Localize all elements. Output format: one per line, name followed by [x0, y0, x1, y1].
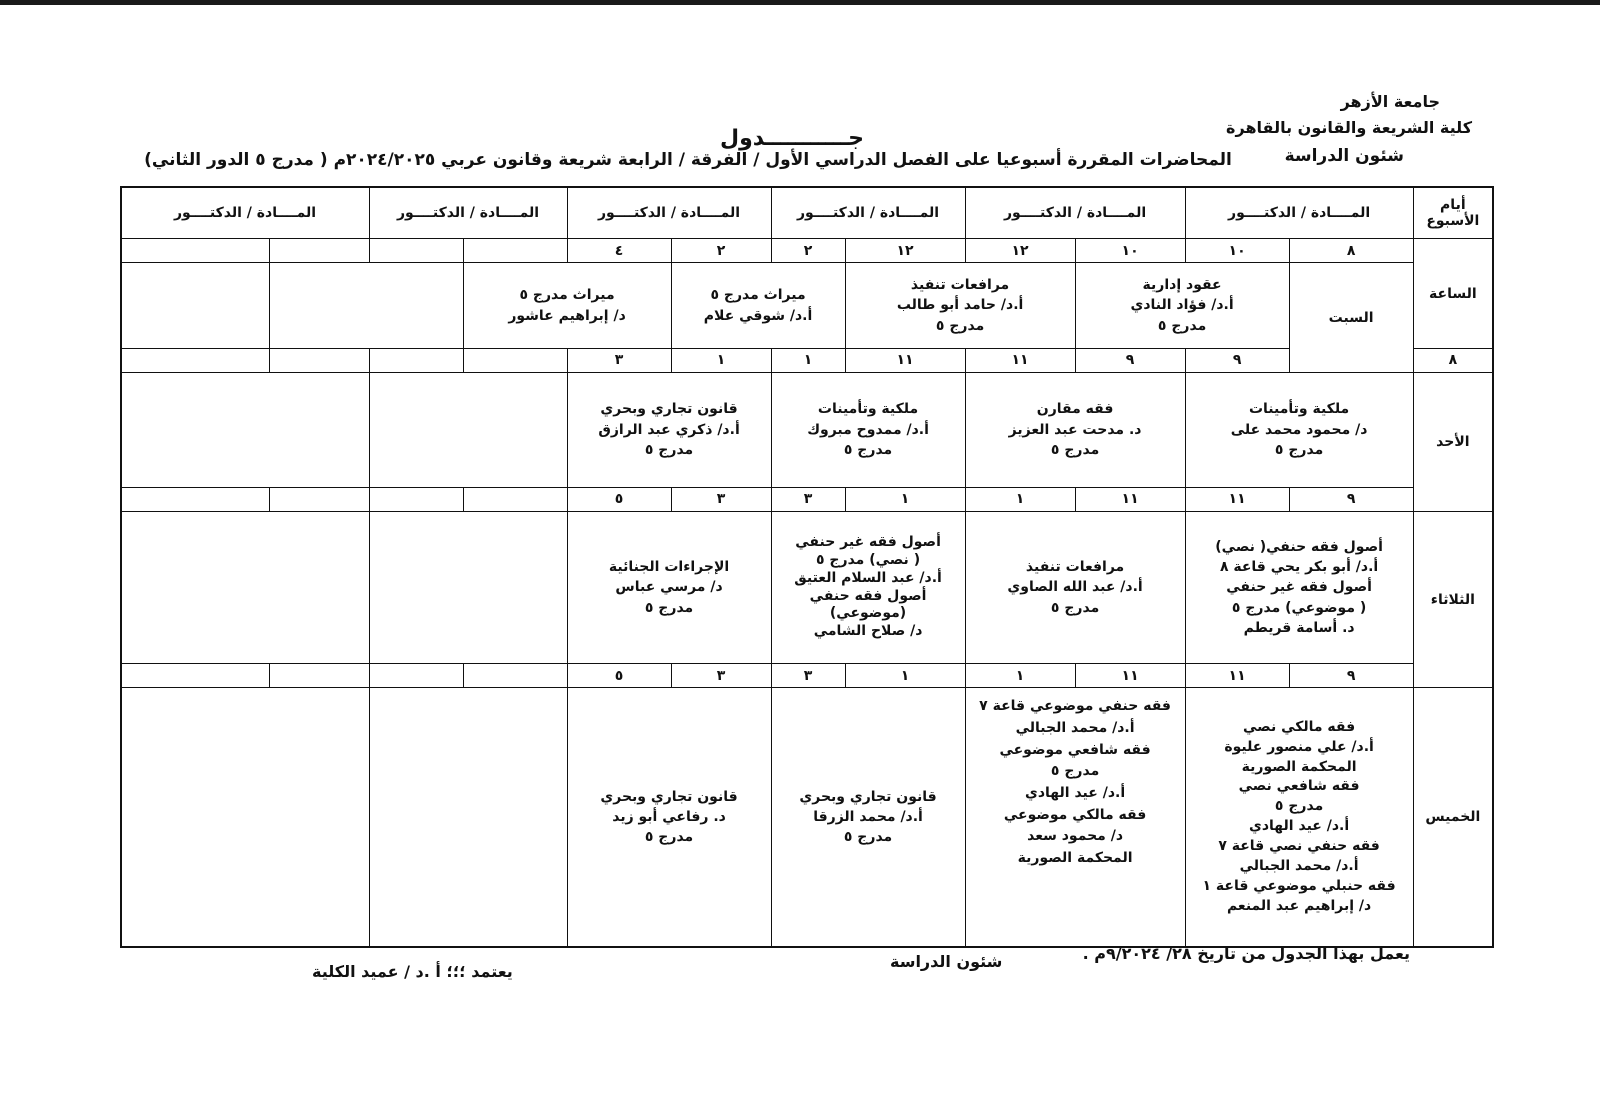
hour-cell: ٩ — [1289, 487, 1413, 511]
document-title: جـــــــــــدول — [720, 126, 865, 151]
hour-cell — [121, 239, 269, 263]
lecture-cell: فقه حنفي موضوعي قاعة ٧ أ.د/ محمد الجبالي فقه شافعي موضوعي مدرج ٥ أ.د/ عيد الهادي فقه مالكي موضوعي د/ محمود سعد المحكمة الصورية — [965, 688, 1185, 947]
hour-cell: ١٠ — [1075, 239, 1185, 263]
hour-cell — [369, 664, 463, 688]
hour-cell — [269, 487, 369, 511]
hour-cell: ٥ — [567, 487, 671, 511]
hour-cell: ١١ — [845, 348, 965, 372]
hour-cell: ٣ — [671, 664, 771, 688]
hour-cell: ٣ — [671, 487, 771, 511]
hour-row — [121, 348, 1493, 372]
lecture-cell: فقه مالكي نصي أ.د/ علي منصور عليوة المحكمة الصورية فقه شافعي نصي مدرج ٥ أ.د/ عيد الهادي فقه حنفي نصي قاعة ٧ أ.د/ محمد الجبالي فقه حنبلي موضوعي قاعة ١ د/ إبراهيم عبد المنعم — [1185, 688, 1413, 947]
hour-cell — [121, 348, 269, 372]
hour-cell: ١١ — [1075, 487, 1185, 511]
empty-cell — [369, 372, 567, 487]
column-header-row — [121, 187, 1493, 239]
column-header: المــــادة / الدكتــــور — [369, 187, 567, 239]
hour-cell — [121, 664, 269, 688]
hour-cell: ١ — [771, 348, 845, 372]
hour-cell: ١١ — [965, 348, 1075, 372]
hour-cell — [463, 239, 567, 263]
hour-cell: ١ — [965, 487, 1075, 511]
faculty-name: كلية الشريعة والقانون بالقاهرة — [1226, 118, 1472, 137]
day-row-thursday — [121, 688, 1493, 947]
lecture-cell: ميراث مدرج ٥ أ.د/ شوقي علام — [671, 263, 845, 349]
hour-cell — [463, 348, 567, 372]
empty-cell — [121, 372, 369, 487]
lecture-cell: مرافعات تنفيذ أ.د/ حامد أبو طالب مدرج ٥ — [845, 263, 1075, 349]
day-row-tuesday — [121, 511, 1493, 664]
lecture-cell: ميراث مدرج ٥ د/ إبراهيم عاشور — [463, 263, 671, 349]
affairs-signature-label: شئون الدراسة — [890, 952, 1003, 971]
days-header: أيام الأسبوع — [1413, 187, 1493, 239]
document-subtitle: المحاضرات المقررة أسبوعيا على الفصل الدراسي الأول / الفرقة / الرابعة شريعة وقانون عربي ٢٠٢٤/٢٠٢٥م ( مدرج ٥ الدور الثاني) — [144, 150, 1232, 170]
lecture-cell: أصول فقه حنفي( نصي) أ.د/ أبو بكر يحي قاعة ٨ أصول فقه غير حنفي ( موضوعي) مدرج ٥ د. أسامة قريطم — [1185, 511, 1413, 664]
hour-cell: ٣ — [567, 348, 671, 372]
schedule-table — [120, 186, 1494, 948]
university-name: جامعة الأزهر — [1340, 92, 1440, 111]
lecture-cell: قانون تجاري وبحري أ.د/ ذكري عبد الرازق مدرج ٥ — [567, 372, 771, 487]
hour-label: الساعة — [1413, 239, 1493, 349]
hour-cell — [369, 348, 463, 372]
dean-approval-label: يعتمد ؛؛؛ أ .د / عميد الكلية — [312, 962, 513, 981]
day-row-saturday — [121, 263, 1493, 349]
day-name: السبت — [1289, 263, 1413, 373]
empty-cell — [121, 688, 369, 947]
hour-cell: ٩ — [1185, 348, 1289, 372]
hour-row — [121, 239, 1493, 263]
hour-cell — [369, 239, 463, 263]
lecture-cell: أصول فقه غير حنفي ( نصي) مدرج ٥ أ.د/ عبد السلام العتيق أصول فقه حنفي (موضوعي) د/ صلاح الشامي — [771, 511, 965, 664]
hour-cell: ١ — [671, 348, 771, 372]
academic-affairs-label: شئون الدراسة — [1284, 146, 1404, 166]
hour-cell: ١١ — [1075, 664, 1185, 688]
lecture-cell: الإجراءات الجنائية د/ مرسي عباس مدرج ٥ — [567, 511, 771, 664]
day-name: الخميس — [1413, 688, 1493, 947]
empty-cell — [121, 511, 369, 664]
lecture-cell: قانون تجاري وبحري أ.د/ محمد الزرقا مدرج ٥ — [771, 688, 965, 947]
day-name: الثلاثاء — [1413, 511, 1493, 688]
lecture-cell: مرافعات تنفيذ أ.د/ عبد الله الصاوي مدرج ٥ — [965, 511, 1185, 664]
hour-cell — [463, 664, 567, 688]
lecture-cell: فقه مقارن د. مدحت عبد العزيز مدرج ٥ — [965, 372, 1185, 487]
scan-top-edge — [0, 0, 1600, 5]
lecture-cell: ملكية وتأمينات د/ محمود محمد على مدرج ٥ — [1185, 372, 1413, 487]
hour-cell: ٢ — [771, 239, 845, 263]
column-header: المــــادة / الدكتــــور — [771, 187, 965, 239]
hour-cell — [269, 664, 369, 688]
hour-cell — [369, 487, 463, 511]
hour-cell — [269, 348, 369, 372]
hour-row — [121, 487, 1493, 511]
hour-cell: ٨ — [1289, 239, 1413, 263]
empty-cell — [369, 511, 567, 664]
hour-cell — [269, 239, 369, 263]
hour-cell: ٨ — [1413, 348, 1493, 372]
column-header: المــــادة / الدكتــــور — [121, 187, 369, 239]
column-header: المــــادة / الدكتــــور — [965, 187, 1185, 239]
hour-cell: ١ — [845, 664, 965, 688]
hour-cell: ٣ — [771, 487, 845, 511]
hour-cell: ٩ — [1289, 664, 1413, 688]
hour-cell: ٤ — [567, 239, 671, 263]
hour-cell: ٩ — [1075, 348, 1185, 372]
hour-cell: ١١ — [1185, 487, 1289, 511]
hour-cell: ١٢ — [965, 239, 1075, 263]
column-header: المــــادة / الدكتــــور — [567, 187, 771, 239]
hour-cell: ١٠ — [1185, 239, 1289, 263]
empty-cell — [121, 263, 269, 349]
hour-cell: ٥ — [567, 664, 671, 688]
hour-cell: ١١ — [1185, 664, 1289, 688]
validity-note: يعمل بهذا الجدول من تاريخ ٢٨/ ٩/٢٠٢٤م . — [1082, 944, 1410, 963]
hour-cell: ٢ — [671, 239, 771, 263]
hour-cell: ١ — [965, 664, 1075, 688]
empty-cell — [369, 688, 567, 947]
day-name: الأحد — [1413, 372, 1493, 511]
lecture-cell: قانون تجاري وبحري د. رفاعي أبو زيد مدرج ٥ — [567, 688, 771, 947]
hour-row — [121, 664, 1493, 688]
hour-cell: ١٢ — [845, 239, 965, 263]
lecture-cell: ملكية وتأمينات أ.د/ ممدوح مبروك مدرج ٥ — [771, 372, 965, 487]
column-header: المــــادة / الدكتــــور — [1185, 187, 1413, 239]
hour-cell: ١ — [845, 487, 965, 511]
empty-cell — [269, 263, 463, 349]
hour-cell — [463, 487, 567, 511]
lecture-cell: عقود إدارية أ.د/ فؤاد النادي مدرج ٥ — [1075, 263, 1289, 349]
hour-cell — [121, 487, 269, 511]
hour-cell: ٣ — [771, 664, 845, 688]
day-row-sunday — [121, 372, 1493, 487]
